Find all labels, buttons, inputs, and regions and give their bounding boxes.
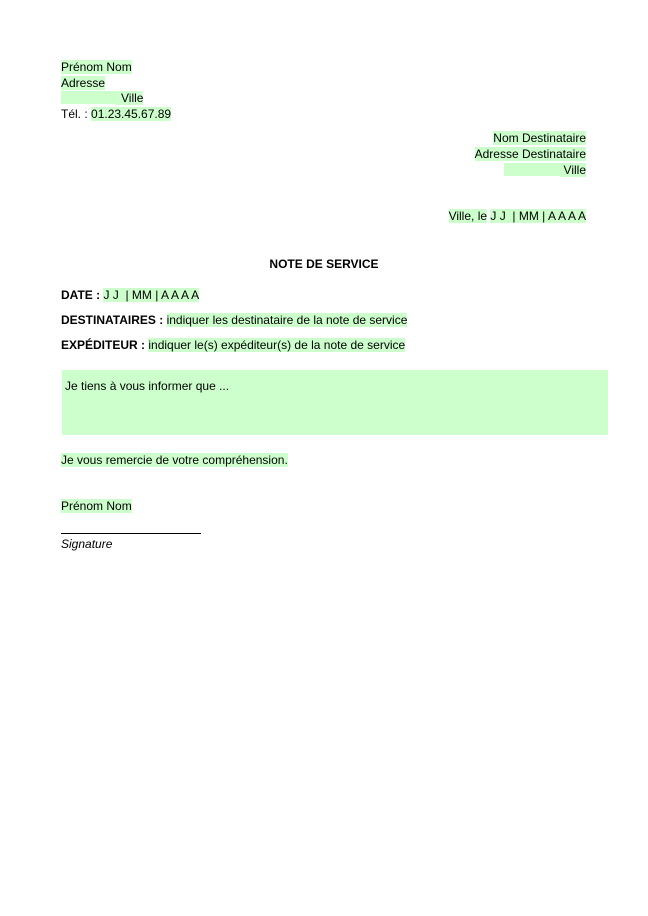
sender-city[interactable]: Ville [117, 91, 143, 105]
signature-label: Signature [61, 537, 113, 551]
signature-name-line [61, 499, 132, 513]
sender-label: EXPÉDITEUR : [61, 338, 146, 352]
recipients-field [61, 313, 407, 327]
place-date-value[interactable]: J J | MM | A A A A [490, 209, 586, 223]
sender-address[interactable]: Adresse [61, 75, 106, 90]
recipient-address[interactable]: Adresse Destinataire [474, 147, 586, 161]
signature-rule [61, 533, 201, 534]
recipient-address-line [475, 147, 586, 163]
body-text-box[interactable] [62, 370, 608, 435]
sender-name[interactable]: Prénom Nom [61, 60, 132, 74]
place-date-prefix[interactable]: Ville, le [448, 209, 488, 223]
sender-phone[interactable]: 01.23.45.67.89 [91, 106, 172, 121]
closing-line [61, 453, 288, 467]
sender-phone-line [61, 107, 171, 123]
closing-text[interactable]: Je vous remercie de votre compréhension. [61, 453, 288, 467]
recipient-postcode-field[interactable] [504, 163, 560, 176]
sender-block [61, 60, 171, 122]
sender-field [61, 338, 405, 352]
body-text: Je tiens à vous informer que ... [65, 379, 230, 393]
sender-city-line [61, 91, 171, 107]
date-label: DATE : [61, 288, 101, 302]
date-value[interactable]: J J | MM | A A A A [103, 288, 200, 302]
place-date-line [449, 209, 586, 223]
sender-phone-label: Tél. : [61, 106, 88, 121]
recipient-city-line [475, 163, 586, 179]
sender-value[interactable]: indiquer le(s) expéditeur(s) de la note de service [148, 338, 406, 352]
recipient-name[interactable]: Nom Destinataire [493, 131, 586, 145]
date-field [61, 288, 199, 302]
recipient-block [475, 131, 586, 179]
recipients-value[interactable]: indiquer les destinataire de la note de service [166, 313, 408, 327]
sender-name-line [61, 60, 171, 76]
recipient-name-line [475, 131, 586, 147]
signature-name[interactable]: Prénom Nom [61, 499, 132, 513]
sender-address-line [61, 76, 171, 92]
document-title: NOTE DE SERVICE [269, 257, 379, 271]
recipient-city[interactable]: Ville [560, 163, 586, 177]
recipients-label: DESTINATAIRES : [61, 313, 164, 327]
sender-postcode-field[interactable] [61, 91, 117, 104]
